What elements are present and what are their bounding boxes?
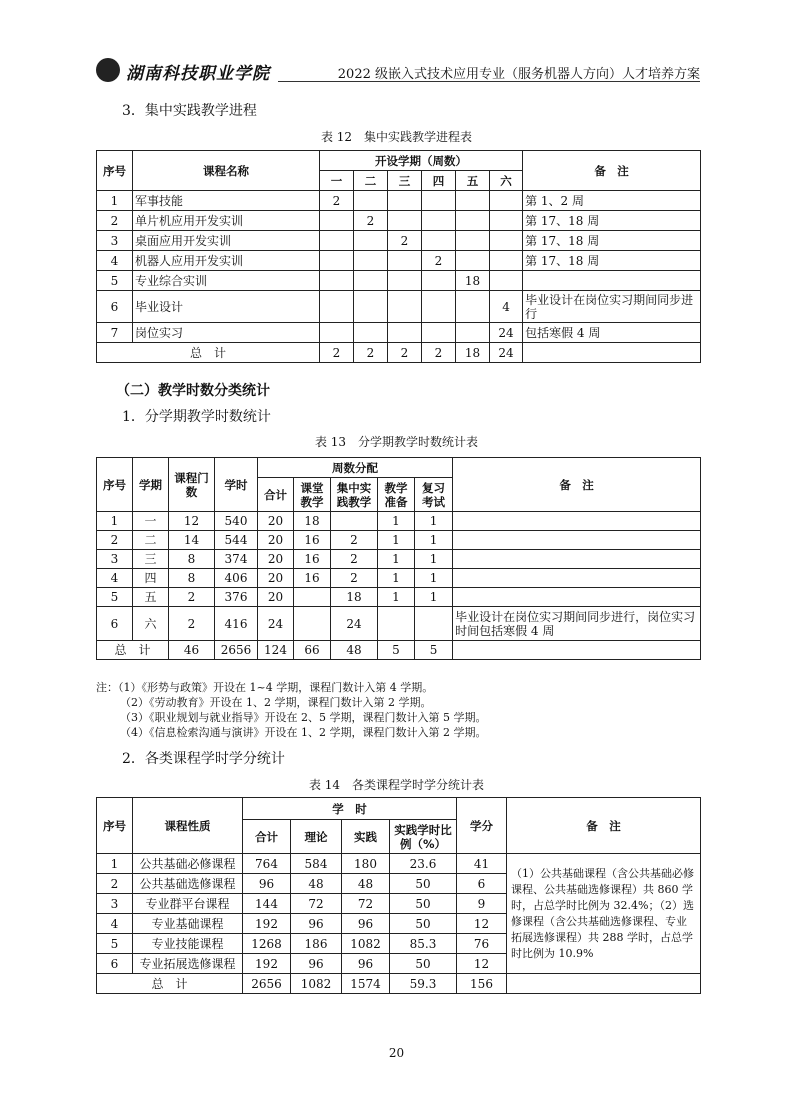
t13-total-cell: 2656: [215, 641, 258, 660]
t12-cell-weeks: 2: [354, 211, 388, 231]
t13-cell-cl: [294, 607, 331, 641]
table-row: [97, 854, 701, 874]
t14-total-cell: 1574: [342, 974, 390, 994]
t13-cell-h: 406: [215, 569, 258, 588]
t12-cell-weeks: [320, 323, 354, 343]
table-row: [97, 607, 701, 641]
table-row: [97, 512, 701, 531]
table-12: [96, 150, 701, 363]
school-logo-icon: [96, 58, 120, 82]
t14-cell-t: 192: [243, 954, 291, 974]
table-row: [97, 251, 701, 271]
t13-cell-pr: 1: [378, 588, 415, 607]
t12-header-no: 序号: [97, 151, 133, 191]
t12-cell-note: [523, 271, 701, 291]
t14-cell-no: 4: [97, 914, 133, 934]
t12-total-row: [97, 343, 701, 363]
table-13: [96, 457, 701, 660]
t14-header-hours: 学 时: [243, 798, 457, 820]
t14-cell-r: 50: [390, 954, 457, 974]
t13-header-class: 课堂教学: [294, 478, 331, 512]
t13-cell-sem: 一: [133, 512, 169, 531]
t13-cell-cl: 16: [294, 550, 331, 569]
table-row: [97, 191, 701, 211]
t13-cell-p: [331, 512, 378, 531]
t14-cell-no: 5: [97, 934, 133, 954]
t12-cell-weeks: [388, 271, 422, 291]
t13-total-cell: 46: [169, 641, 215, 660]
t13-total-cell: 66: [294, 641, 331, 660]
note-line: （3）《职业规划与就业指导》开设在 2、5 学期，课程门数计入第 5 学期。: [120, 711, 487, 724]
t14-cell-c: 76: [457, 934, 507, 954]
t13-cell-cl: [294, 588, 331, 607]
t13-cell-r: [415, 607, 453, 641]
t12-cell-weeks: [490, 251, 523, 271]
note-line: 注：（1）《形势与政策》开设在 1~4 学期，课程门数计入第 4 学期。: [96, 681, 434, 694]
t12-cell-weeks: [490, 191, 523, 211]
t12-total-cell: 18: [456, 343, 490, 363]
t13-cell-note: [453, 569, 701, 588]
t14-cell-type: 专业拓展选修课程: [133, 954, 243, 974]
t14-cell-c: 12: [457, 914, 507, 934]
table-row: [97, 569, 701, 588]
school-name: 湖南科技职业学院: [126, 64, 270, 84]
t12-cell-weeks: [354, 251, 388, 271]
t13-total-cell: 5: [415, 641, 453, 660]
t13-cell-cl: 16: [294, 569, 331, 588]
t13-cell-r: 1: [415, 531, 453, 550]
t13-header-total: 合计: [258, 478, 294, 512]
t14-header-type: 课程性质: [133, 798, 243, 854]
t14-cell-th: 584: [291, 854, 342, 874]
t13-cell-c: 2: [169, 607, 215, 641]
t14-total-cell: 1082: [291, 974, 342, 994]
t12-cell-note: 第 17、18 周: [523, 231, 701, 251]
table-row: [97, 531, 701, 550]
t13-total-note: [453, 641, 701, 660]
t14-cell-th: 96: [291, 914, 342, 934]
t12-sem-4: 四: [422, 171, 456, 191]
t13-header-courses: 课程门数: [169, 458, 215, 512]
t12-cell-weeks: [490, 271, 523, 291]
t12-header-note: 备 注: [523, 151, 701, 191]
t13-cell-t: 24: [258, 607, 294, 641]
t12-sem-1: 一: [320, 171, 354, 191]
section-heading-2: 2．各类课程学时学分统计: [122, 751, 285, 767]
t13-cell-p: 18: [331, 588, 378, 607]
t12-cell-weeks: [388, 323, 422, 343]
t12-cell-weeks: [456, 231, 490, 251]
t13-cell-note: [453, 588, 701, 607]
t14-cell-no: 6: [97, 954, 133, 974]
t14-cell-t: 764: [243, 854, 291, 874]
t13-cell-p: 2: [331, 550, 378, 569]
t14-total-note: [507, 974, 701, 994]
t12-cell-weeks: [320, 251, 354, 271]
t12-cell-weeks: 2: [388, 231, 422, 251]
t13-cell-t: 20: [258, 588, 294, 607]
t12-sem-5: 五: [456, 171, 490, 191]
t13-header-weeks: 周数分配: [258, 458, 453, 478]
note-line: （4）《信息检索沟通与演讲》开设在 1、2 学期，课程门数计入第 2 学期。: [120, 726, 487, 739]
t12-cell-weeks: [354, 291, 388, 323]
t13-cell-pr: 1: [378, 569, 415, 588]
t13-cell-note: 毕业设计在岗位实习期间同步进行，岗位实习时间包括寒假 4 周: [453, 607, 701, 641]
t14-cell-r: 85.3: [390, 934, 457, 954]
t14-cell-p: 180: [342, 854, 390, 874]
t12-cell-name: 单片机应用开发实训: [133, 211, 320, 231]
table-row: [97, 291, 701, 323]
t13-cell-c: 12: [169, 512, 215, 531]
t14-cell-p: 96: [342, 954, 390, 974]
t12-cell-weeks: 2: [320, 191, 354, 211]
t12-cell-weeks: [354, 323, 388, 343]
t13-cell-t: 20: [258, 531, 294, 550]
t13-cell-no: 5: [97, 588, 133, 607]
t13-cell-t: 20: [258, 550, 294, 569]
t14-cell-no: 3: [97, 894, 133, 914]
t12-cell-weeks: [354, 271, 388, 291]
t14-cell-type: 专业群平台课程: [133, 894, 243, 914]
t12-cell-weeks: [388, 291, 422, 323]
table-14: [96, 797, 701, 994]
t12-cell-weeks: [388, 191, 422, 211]
t12-cell-name: 毕业设计: [133, 291, 320, 323]
t12-cell-note: 毕业设计在岗位实习期间同步进行: [523, 291, 701, 323]
t12-cell-weeks: [490, 211, 523, 231]
t12-cell-weeks: [422, 271, 456, 291]
t14-cell-th: 72: [291, 894, 342, 914]
t13-cell-cl: 18: [294, 512, 331, 531]
t13-cell-pr: [378, 607, 415, 641]
t13-total-cell: 5: [378, 641, 415, 660]
t13-header-no: 序号: [97, 458, 133, 512]
t13-cell-note: [453, 512, 701, 531]
t12-sem-2: 二: [354, 171, 388, 191]
t14-cell-type: 专业技能课程: [133, 934, 243, 954]
t14-cell-no: 1: [97, 854, 133, 874]
t14-total-cell: 156: [457, 974, 507, 994]
t13-cell-sem: 四: [133, 569, 169, 588]
t12-cell-name: 岗位实习: [133, 323, 320, 343]
t14-header-note: 备 注: [507, 798, 701, 854]
t14-cell-p: 96: [342, 914, 390, 934]
t13-cell-p: 2: [331, 569, 378, 588]
t13-cell-p: 2: [331, 531, 378, 550]
t14-total-cell: 59.3: [390, 974, 457, 994]
table-row: [97, 211, 701, 231]
t14-cell-t: 96: [243, 874, 291, 894]
t13-header-note: 备 注: [453, 458, 701, 512]
t14-total-cell: 2656: [243, 974, 291, 994]
t12-cell-no: 4: [97, 251, 133, 271]
t12-header-name: 课程名称: [133, 151, 320, 191]
table-12-caption: 表 12 集中实践教学进程表: [320, 130, 473, 144]
t13-cell-p: 24: [331, 607, 378, 641]
t12-total-cell: 2: [320, 343, 354, 363]
t12-cell-note: 第 1、2 周: [523, 191, 701, 211]
t12-cell-no: 3: [97, 231, 133, 251]
table-row: [97, 323, 701, 343]
t14-cell-r: 50: [390, 894, 457, 914]
document-title: 2022 级嵌入式技术应用专业（服务机器人方向）人才培养方案: [337, 67, 700, 82]
t14-cell-th: 96: [291, 954, 342, 974]
table-row: [97, 588, 701, 607]
t14-header-theory: 理论: [291, 820, 342, 854]
t13-cell-cl: 16: [294, 531, 331, 550]
t13-cell-sem: 二: [133, 531, 169, 550]
t13-total-cell: 48: [331, 641, 378, 660]
t14-cell-r: 50: [390, 914, 457, 934]
t14-total-label: 总 计: [97, 974, 243, 994]
t13-cell-no: 3: [97, 550, 133, 569]
t14-header-credit: 学分: [457, 798, 507, 854]
t12-cell-weeks: [422, 323, 456, 343]
page-header: [96, 58, 700, 84]
t14-cell-r: 50: [390, 874, 457, 894]
t14-cell-c: 9: [457, 894, 507, 914]
t12-cell-weeks: [388, 251, 422, 271]
t14-cell-r: 23.6: [390, 854, 457, 874]
t13-header-hours: 学时: [215, 458, 258, 512]
t12-cell-name: 军事技能: [133, 191, 320, 211]
t13-cell-sem: 六: [133, 607, 169, 641]
t13-header-practice: 集中实践教学: [331, 478, 378, 512]
table-row: [97, 271, 701, 291]
t12-cell-weeks: [456, 211, 490, 231]
t14-total-row: [97, 974, 701, 994]
t13-cell-no: 6: [97, 607, 133, 641]
t14-cell-p: 48: [342, 874, 390, 894]
t13-cell-sem: 三: [133, 550, 169, 569]
t14-cell-type: 专业基础课程: [133, 914, 243, 934]
t13-total-label: 总 计: [97, 641, 169, 660]
t12-total-note: [523, 343, 701, 363]
t13-cell-h: 374: [215, 550, 258, 569]
t14-header-total: 合计: [243, 820, 291, 854]
table-14-caption: 表 14 各类课程学时学分统计表: [308, 778, 485, 792]
t14-cell-t: 144: [243, 894, 291, 914]
t14-note: （1）公共基础课程（含公共基础必修课程、公共基础选修课程）共 860 学时，占总学时比例为 32.4%；（2）选修课程（含公共基础选修课程、专业拓展选修课程）共 288 学时，占总学时比例为 10.9%: [507, 854, 701, 974]
header-rule: [278, 81, 700, 82]
t12-cell-weeks: [354, 231, 388, 251]
t12-cell-weeks: [422, 291, 456, 323]
section-heading-1: 1．分学期教学时数统计: [122, 409, 271, 425]
t13-cell-t: 20: [258, 512, 294, 531]
t12-cell-no: 1: [97, 191, 133, 211]
t13-cell-h: 416: [215, 607, 258, 641]
t13-cell-pr: 1: [378, 512, 415, 531]
t14-cell-type: 公共基础必修课程: [133, 854, 243, 874]
t13-cell-c: 2: [169, 588, 215, 607]
table-13-caption: 表 13 分学期教学时数统计表: [314, 435, 479, 449]
t12-total-cell: 24: [490, 343, 523, 363]
t12-cell-no: 7: [97, 323, 133, 343]
t12-total-cell: 2: [388, 343, 422, 363]
t14-cell-p: 1082: [342, 934, 390, 954]
t14-cell-c: 6: [457, 874, 507, 894]
note-line: （2）《劳动教育》开设在 1、2 学期，课程门数计入第 2 学期。: [120, 696, 432, 709]
t14-header-ratio: 实践学时比例（%）: [390, 820, 457, 854]
t13-cell-r: 1: [415, 588, 453, 607]
table-13-notes: [96, 680, 716, 740]
t12-cell-weeks: [422, 191, 456, 211]
t12-cell-weeks: [422, 211, 456, 231]
t12-header-semesters: 开设学期（周数）: [320, 151, 523, 171]
t13-cell-no: 2: [97, 531, 133, 550]
t13-cell-pr: 1: [378, 550, 415, 569]
t12-total-label: 总 计: [97, 343, 320, 363]
t12-cell-note: 第 17、18 周: [523, 251, 701, 271]
t13-cell-h: 540: [215, 512, 258, 531]
t12-cell-name: 专业综合实训: [133, 271, 320, 291]
t12-cell-weeks: [388, 211, 422, 231]
t13-cell-h: 544: [215, 531, 258, 550]
t13-cell-sem: 五: [133, 588, 169, 607]
t12-cell-weeks: [320, 211, 354, 231]
t14-cell-c: 41: [457, 854, 507, 874]
t12-cell-weeks: 2: [422, 251, 456, 271]
t13-header-review: 复习考试: [415, 478, 453, 512]
t12-total-cell: 2: [354, 343, 388, 363]
t13-header-sem: 学期: [133, 458, 169, 512]
t13-cell-no: 1: [97, 512, 133, 531]
table-row: [97, 550, 701, 569]
t13-cell-c: 8: [169, 550, 215, 569]
t12-cell-weeks: [456, 323, 490, 343]
t12-sem-6: 六: [490, 171, 523, 191]
t14-cell-t: 192: [243, 914, 291, 934]
t12-cell-weeks: 4: [490, 291, 523, 323]
t13-total-cell: 124: [258, 641, 294, 660]
t14-cell-th: 186: [291, 934, 342, 954]
t12-cell-weeks: 18: [456, 271, 490, 291]
t13-cell-r: 1: [415, 512, 453, 531]
page-number: 20: [388, 1046, 405, 1060]
t12-cell-no: 6: [97, 291, 133, 323]
t12-cell-weeks: [456, 191, 490, 211]
t12-cell-weeks: [422, 231, 456, 251]
t12-total-cell: 2: [422, 343, 456, 363]
t14-header-no: 序号: [97, 798, 133, 854]
t12-cell-weeks: [490, 231, 523, 251]
t14-cell-t: 1268: [243, 934, 291, 954]
table-row: [97, 231, 701, 251]
t12-cell-weeks: [354, 191, 388, 211]
t13-cell-note: [453, 531, 701, 550]
section-heading-two: （二）教学时数分类统计: [116, 383, 270, 399]
t13-cell-r: 1: [415, 569, 453, 588]
t12-cell-weeks: [320, 291, 354, 323]
t13-cell-c: 8: [169, 569, 215, 588]
t13-cell-pr: 1: [378, 531, 415, 550]
t12-cell-name: 机器人应用开发实训: [133, 251, 320, 271]
t14-cell-th: 48: [291, 874, 342, 894]
t14-cell-p: 72: [342, 894, 390, 914]
t12-sem-3: 三: [388, 171, 422, 191]
t13-total-row: [97, 641, 701, 660]
t12-cell-no: 2: [97, 211, 133, 231]
t13-header-prep: 教学准备: [378, 478, 415, 512]
t14-header-practice: 实践: [342, 820, 390, 854]
t13-cell-no: 4: [97, 569, 133, 588]
t12-cell-weeks: [456, 251, 490, 271]
t12-cell-weeks: [456, 291, 490, 323]
t13-cell-t: 20: [258, 569, 294, 588]
t12-cell-no: 5: [97, 271, 133, 291]
t12-cell-note: 包括寒假 4 周: [523, 323, 701, 343]
t12-cell-weeks: [320, 231, 354, 251]
t13-cell-r: 1: [415, 550, 453, 569]
t12-cell-note: 第 17、18 周: [523, 211, 701, 231]
t14-cell-c: 12: [457, 954, 507, 974]
t13-cell-h: 376: [215, 588, 258, 607]
t12-cell-weeks: 24: [490, 323, 523, 343]
t14-cell-no: 2: [97, 874, 133, 894]
section-heading-3: 3．集中实践教学进程: [122, 103, 257, 119]
t12-cell-weeks: [320, 271, 354, 291]
t14-cell-type: 公共基础选修课程: [133, 874, 243, 894]
t13-cell-note: [453, 550, 701, 569]
t13-cell-c: 14: [169, 531, 215, 550]
t12-cell-name: 桌面应用开发实训: [133, 231, 320, 251]
